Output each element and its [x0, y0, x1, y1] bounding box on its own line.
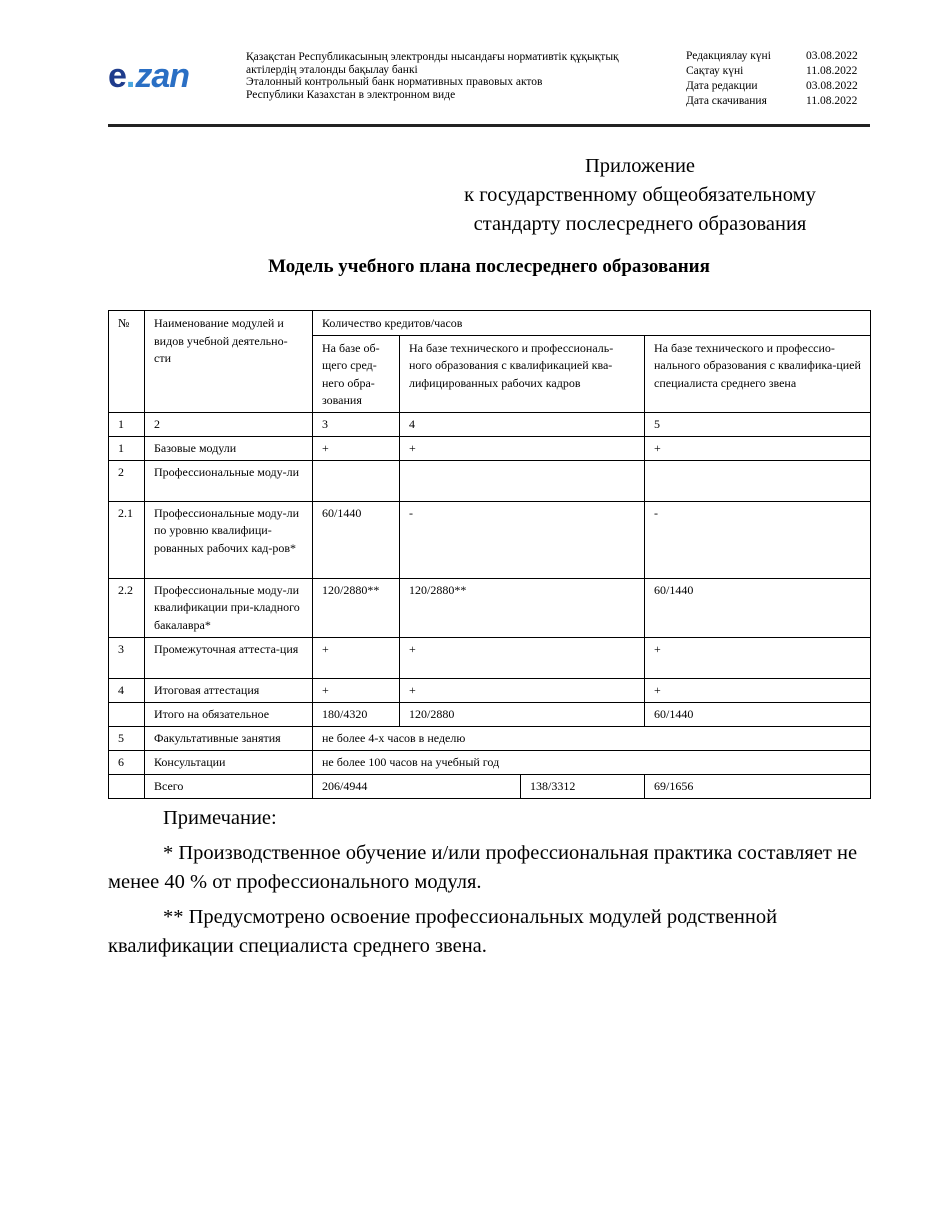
table-cell: 2 [145, 412, 313, 436]
table-cell: 2.1 [109, 501, 145, 578]
date-value: 11.08.2022 [806, 95, 858, 107]
bank-description [246, 51, 619, 101]
table-cell: Факультативные занятия [145, 726, 313, 750]
table-cell: 60/1440 [313, 501, 400, 578]
table-cell: + [400, 436, 645, 460]
table-cell: не более 4-х часов в неделю [313, 726, 871, 750]
table-cell: + [400, 637, 645, 678]
table-row [109, 578, 871, 637]
table-row [109, 750, 871, 774]
header-cell-col3: На базе об-щего сред-него обра-зования [313, 335, 400, 412]
table-cell: 180/4320 [313, 702, 400, 726]
notes-section [108, 804, 870, 961]
logo-dot: . [125, 56, 136, 95]
table-row [109, 637, 871, 678]
bank-line: Эталонный контрольный банк нормативных правовых актов [246, 76, 543, 88]
table-cell: 1 [109, 412, 145, 436]
table-cell: Профессиональные моду-ли квалификации при-кладного бакалавра* [145, 578, 313, 637]
logo-zan: zan [135, 56, 190, 95]
table-cell: Профессиональные моду-ли по уровню квалифици-рованных рабочих кад-ров* [145, 501, 313, 578]
appendix-line: стандарту послесреднего образования [473, 213, 807, 235]
date-label: Дата скачивания [686, 95, 767, 107]
date-row [686, 49, 866, 64]
table-cell: + [400, 678, 645, 702]
table-row [109, 774, 871, 798]
logo-e: e [108, 56, 126, 95]
table-cell [109, 702, 145, 726]
ezan-logo [108, 56, 189, 96]
numbering-row [109, 412, 871, 436]
date-label: Редакциялау күні [686, 50, 771, 62]
header-cell-no: № [109, 311, 145, 413]
table-cell: 6 [109, 750, 145, 774]
header-cell-col4: На базе технического и профессиональ-ного образования с квалификацией ква-лифицированных рабочих кадров [400, 335, 645, 412]
header-cell-name: Наименование модулей и видов учебной деятельно-сти [145, 311, 313, 413]
table-row [109, 726, 871, 750]
date-row [686, 94, 866, 109]
table-cell: 120/2880 [400, 702, 645, 726]
bank-line: актілердің эталонды бақылау банкі [246, 63, 418, 76]
table-cell: + [313, 678, 400, 702]
note-2: ** Предусмотрено освоение профессиональных модулей родственной квалификации специалиста среднего звена. [108, 906, 778, 957]
appendix-caption [420, 152, 860, 239]
header-cell-credits: Количество кредитов/часов [313, 311, 871, 336]
table-cell: + [313, 436, 400, 460]
table-cell: 120/2880** [313, 578, 400, 637]
table-cell: 3 [313, 412, 400, 436]
table-cell: 3 [109, 637, 145, 678]
table-cell: + [645, 436, 871, 460]
table-cell: 4 [109, 678, 145, 702]
document-title: Модель учебного плана послесреднего образования [268, 256, 710, 277]
table-cell: 5 [109, 726, 145, 750]
table-cell: 5 [645, 412, 871, 436]
table-cell: 206/4944 [313, 774, 521, 798]
appendix-line: к государственному общеобязательному [464, 184, 816, 206]
table-cell: + [645, 637, 871, 678]
table-cell: Консультации [145, 750, 313, 774]
table-cell: 60/1440 [645, 578, 871, 637]
document-dates [686, 49, 866, 109]
table-cell: Профессиональные моду-ли [145, 460, 313, 501]
table-cell: 2.2 [109, 578, 145, 637]
table-cell: 1 [109, 436, 145, 460]
header-cell-col5: На базе технического и профессио-нального образования с квалифика-цией специалиста среднего звена [645, 335, 871, 412]
bank-line: Республики Казахстан в электронном виде [246, 88, 456, 101]
table-header-row [109, 311, 871, 336]
table-cell: 4 [400, 412, 645, 436]
table-cell: + [313, 637, 400, 678]
date-row [686, 64, 866, 79]
table-cell: Всего [145, 774, 313, 798]
table-cell: не более 100 часов на учебный год [313, 750, 871, 774]
appendix-line: Приложение [584, 155, 696, 177]
table-row [109, 678, 871, 702]
table-cell: 120/2880** [400, 578, 645, 637]
table-row [109, 702, 871, 726]
table-cell: 138/3312 [521, 774, 645, 798]
header-divider [108, 124, 870, 127]
table-cell: Итоговая аттестация [145, 678, 313, 702]
table-cell: - [400, 501, 645, 578]
table-cell: + [645, 678, 871, 702]
table-cell: Базовые модули [145, 436, 313, 460]
table-cell [313, 460, 400, 501]
date-value: 03.08.2022 [806, 80, 858, 92]
date-value: 11.08.2022 [806, 65, 858, 77]
table-cell [645, 460, 871, 501]
date-label: Сақтау күні [686, 65, 744, 77]
date-value: 03.08.2022 [806, 50, 858, 62]
table-cell: Промежуточная аттеста-ция [145, 637, 313, 678]
curriculum-table [108, 310, 871, 799]
table-cell: 69/1656 [645, 774, 871, 798]
table-cell: - [645, 501, 871, 578]
date-row [686, 79, 866, 94]
bank-line: Қазақстан Республикасының электронды нысандағы нормативтік құқықтық [246, 51, 619, 63]
note-1: * Производственное обучение и/или профессиональная практика составляет не менее 40 % от профессионального модуля. [108, 842, 858, 893]
table-row [109, 436, 871, 460]
table-cell: Итого на обязательное [145, 702, 313, 726]
table-row [109, 501, 871, 578]
table-row [109, 460, 871, 501]
table-cell [109, 774, 145, 798]
table-cell [400, 460, 645, 501]
table-cell: 60/1440 [645, 702, 871, 726]
notes-heading: Примечание: [163, 807, 277, 829]
table-cell: 2 [109, 460, 145, 501]
date-label: Дата редакции [686, 80, 758, 92]
